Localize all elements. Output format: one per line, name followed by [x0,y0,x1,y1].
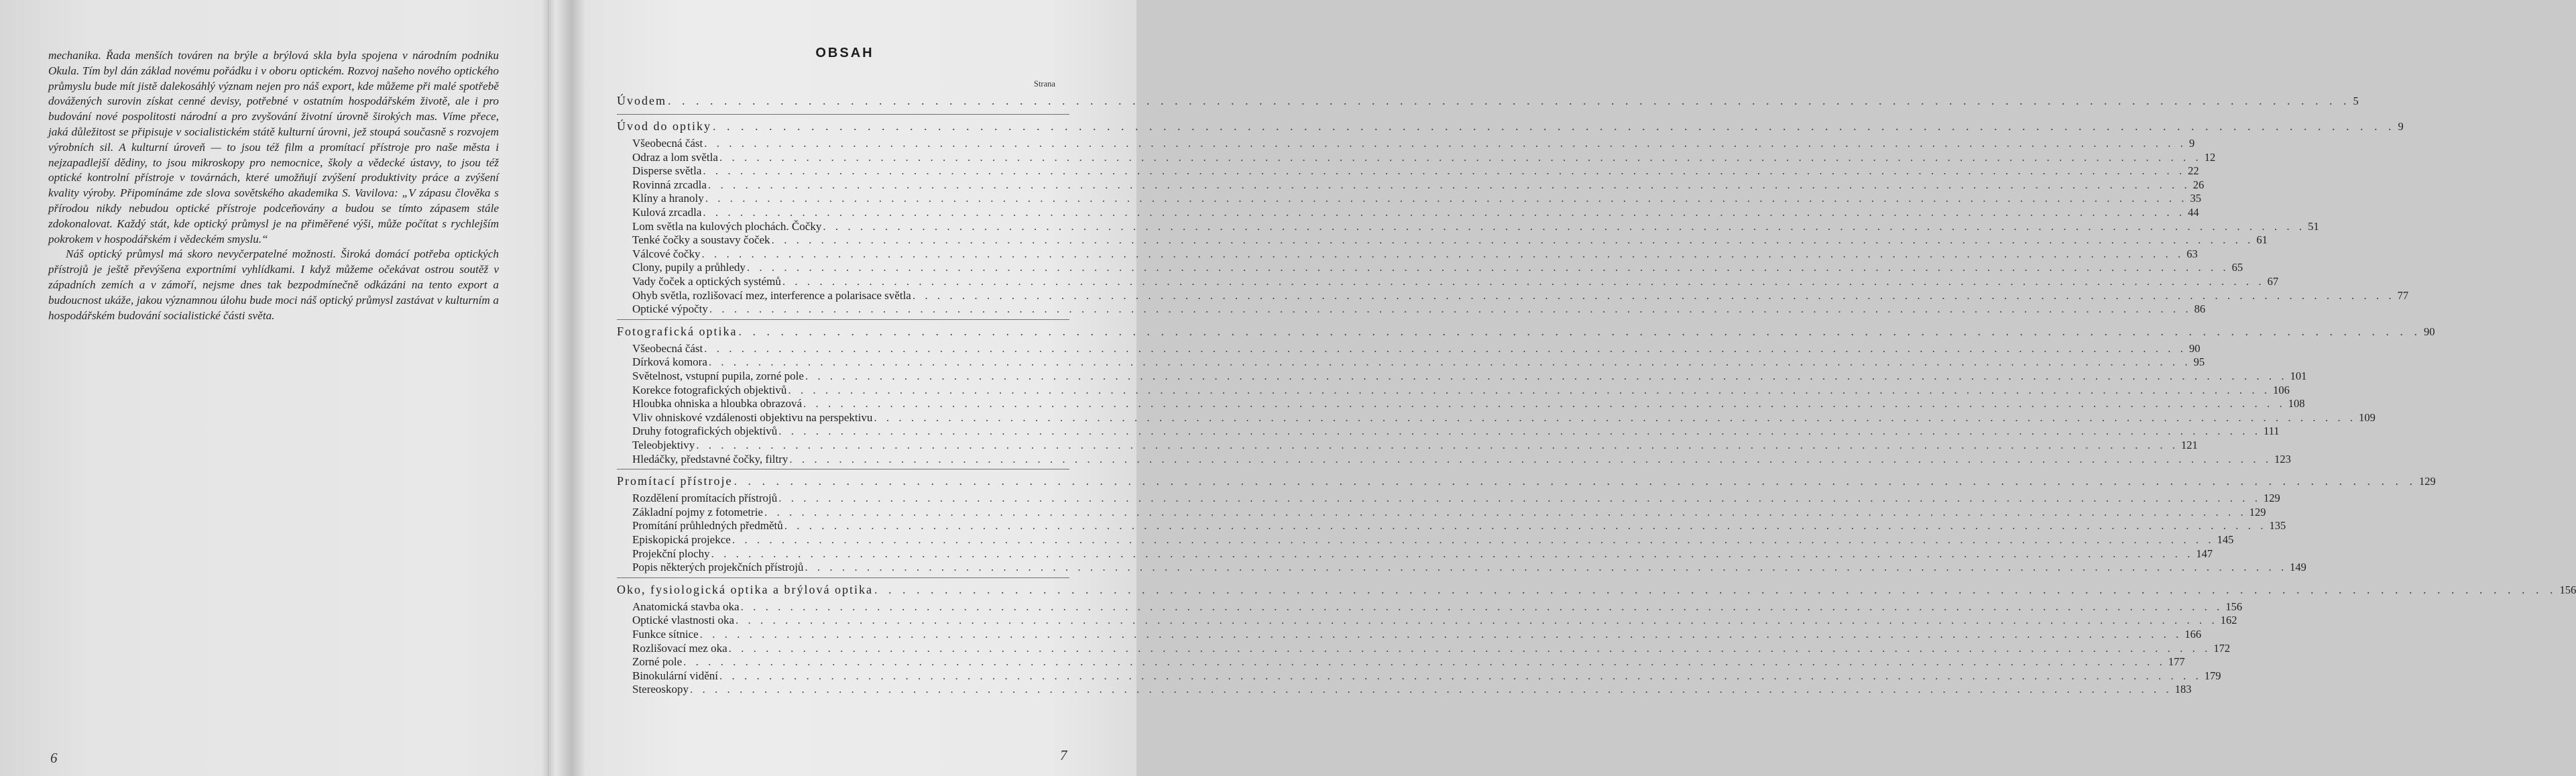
toc-section [632,178,2205,192]
toc-section [632,150,2216,164]
toc-section [632,219,2319,233]
toc-leader-dots: . . . . . . . . . . . . . . . . . . . . . . . . . . . . . . . . . . . . . . . . . . . . . . . . . . . . . . . . . . . . . . . . . . . . . . . . . . . . . . . . . . . . . . . . . . . . . . . . . . . . . . . . . . . . . . . . . . . . . . . . [823,219,2306,233]
toc-entry-label: Popis některých projekčních přístrojů [632,561,804,574]
toc-entry-page: 86 [2194,302,2206,316]
toc-leader-dots: . . . . . . . . . . . . . . . . . . . . . . . . . . . . . . . . . . . . . . . . . . . . . . . . . . . . . . . . . . . . . . . . . . . . . . . . . . . . . . . . . . . . . . . . . . . . . . . . . . . . . . . . . . . . . . . . . . . . . . . . [874,410,2357,424]
toc-leader-dots: . . . . . . . . . . . . . . . . . . . . . . . . . . . . . . . . . . . . . . . . . . . . . . . . . . . . . . . . . . . . . . . . . . . . . . . . . . . . . . . . . . . . . . . . . . . . . . . . . . . . . . . . . . . . . . . . . . . . . . . . [803,397,2286,410]
toc-entry-page: 183 [2174,683,2192,696]
toc-leader-dots: . . . . . . . . . . . . . . . . . . . . . . . . . . . . . . . . . . . . . . . . . . . . . . . . . . . . . . . . . . . . . . . . . . . . . . . . . . . . . . . . . . . . . . . . . . . . . . . . . . . . . . . . . . . . . . . . . . . . . . . . [778,425,2261,438]
toc-leader-dots: . . . . . . . . . . . . . . . . . . . . . . . . . . . . . . . . . . . . . . . . . . . . . . . . . . . . . . . . . . . . . . . . . . . . . . . . . . . . . . . . . . . . . . . . . . . . . . . . . . . . . . . . . . . . . . . . . . . . . . . . [719,669,2202,682]
paragraph-1: mechanika. Řada menších továren na brýle a brýlová skla byla spojena v národním podniku Okula. Tím byl dán základ novému pořádku i v oboru optickém. Rozvoj našeho nového optického průmyslu bude mít jistě dalekosáhlý význam nejen pro náš export, kde můžeme při malé spotřebě dovážených surovin získat cenné devisy, potřebné v ostatním hospodářském životě, ale i pro budování nové pospolitosti národní a pro zvyšování životní úrovně širokých mas. Víme přece, jaká důležitost se připisuje v socialistickém státě kulturní úrovni, jež stoupá současně s rozvojem výrobních sil. A kulturní úroveň — to jsou též film a promítací přístroje pro naše města i nejzapadlejší dědiny, to jsou mikroskopy pro nemocnice, školy a vědecké ústavy, to jsou též optické kontrolní přístroje v továrnách, které umožňují zvýšení produktivity práce a zvýšení kvality výroby. Připomínáme zde slova sovětského akademika S. Vavilova: „V zápasu člověka s přírodou nikdy nebudou optické přístroje podceňovány a budou se tímto zápasem stále zdokonalovat. Každý stát, kde optický průmysl je na přiměřené výši, může počítat s rychlejším pokrokem v hospodářském i vědeckém smyslu.“ [48,49,499,245]
toc-entry-page: 12 [2204,150,2216,164]
toc-leader-dots: . . . . . . . . . . . . . . . . . . . . . . . . . . . . . . . . . . . . . . . . . . . . . . . . . . . . . . . . . . . . . . . . . . . . . . . . . . . . . . . . . . . . . . . . . . . . . . . . . . . . . . . . . . . . . . . . . . . . . . . . [719,150,2202,164]
toc-entry-page: 108 [2288,397,2305,410]
toc-leader-dots: . . . . . . . . . . . . . . . . . . . . . . . . . . . . . . . . . . . . . . . . . . . . . . . . . . . . . . . . . . . . . . . . . . . . . . . . . . . . . . . . . . . . . . . . . . . . . . . . . . . . . . . . . . . . . . . . . . . . . . . . [912,288,2395,302]
toc-leader-dots: . . . . . . . . . . . . . . . . . . . . . . . . . . . . . . . . . . . . . . . . . . . . . . . . . . . . . . . . . . . . . . . . . . . . . . . . . . . . . . . . . . . . . . . . . . . . . . . . . . . . . . . . . . . . . . . . . . . . . . . . [701,247,2184,260]
toc-divider [617,577,1069,578]
toc-leader-dots: . . . . . . . . . . . . . . . . . . . . . . . . . . . . . . . . . . . . . . . . . . . . . . . . . . . . . . . . . . . . . . . . . . . . . . . . . . . . . . . . . . . . . . . . . . . . . . . . . . . . . . . . . . . . . . . . . . . . . . . . [708,355,2191,369]
toc-section [632,383,2290,397]
toc-section [632,302,2206,316]
toc-entry-page: 5 [2353,95,2359,107]
toc-entry-page: 63 [2186,247,2198,260]
toc-entry-page: 149 [2290,561,2306,574]
toc-section [632,683,2192,696]
toc-divider [617,319,1069,320]
toc-leader-dots: . . . . . . . . . . . . . . . . . . . . . . . . . . . . . . . . . . . . . . . . . . . . . . . . . . . . . . . . . . . . . . . . . . . . . . . . . . . . . . . . . . . . . . . . . . . . . . . . . . . . . . . . . . . . . . . . . . . . . . . . [703,206,2186,219]
toc-section [632,452,2291,466]
toc-entry-page: 61 [2256,233,2268,247]
toc-entry-label: Základní pojmy z fotometrie [632,505,763,518]
toc-leader-dots: . . . . . . . . . . . . . . . . . . . . . . . . . . . . . . . . . . . . . . . . . . . . . . . . . . . . . . . . . . . . . . . . . . . . . . . . . . . . . . . . . . . . . . . . . . . . . . . . . . . . . . . . . . . . . . . . . . . . . . . . [705,192,2188,205]
toc-entry-label: Ohyb světla, rozlišovací mez, interference a polarisace světla [632,288,911,302]
toc-entry-page: 90 [2189,341,2201,355]
left-page [0,0,546,776]
toc-entry-label: Korekce fotografických objektivů [632,383,787,396]
toc-entry-label: Všeobecná část [632,137,703,150]
toc-entry-label: Episkopická projekce [632,533,731,546]
body-text [48,48,499,323]
toc-leader-dots: . . . . . . . . . . . . . . . . . . . . . . . . . . . . . . . . . . . . . . . . . . . . . . . . . . . . . . . . . . . . . . . . . . . . . . . . . . . . . . . . . . . . . . . . . . . . . . . . . . . . . . . . . . . . . . . . . . . . . . . . [690,683,2172,696]
toc-section [632,641,2231,655]
toc-leader-dots: . . . . . . . . . . . . . . . . . . . . . . . . . . . . . . . . . . . . . . . . . . . . . . . . . . . . . . . . . . . . . . . . . . . . . . . . . . . . . . . . . . . . . . . . . . . . . . . . . . . . . . . . . . . . . . . . . . . . . . . . [736,614,2218,627]
toc-leader-dots: . . . . . . . . . . . . . . . . . . . . . . . . . . . . . . . . . . . . . . . . . . . . . . . . . . . . . . . . . . . . . . . . . . . . . . . . . . . . . . . . . . . . . . . . . . . . . . . . . . . . . . . . . . . . . . . . . . . . . . . . [746,261,2229,274]
toc-chapter [617,474,2436,488]
toc-entry-label: Hloubka ohniska a hloubka obrazová [632,397,803,410]
toc-leader-dots: . . . . . . . . . . . . . . . . . . . . . . . . . . . . . . . . . . . . . . . . . . . . . . . . . . . . . . . . . . . . . . . . . . . . . . . . . . . . . . . . . . . . . . . . . . . . . . . . . . . . . . . . . . . . . . . . . . . . . . . . [764,505,2247,518]
toc-entry-label: Úvodem [617,94,666,107]
toc-leader-dots: . . . . . . . . . . . . . . . . . . . . . . . . . . . . . . . . . . . . . . . . . . . . . . . . . . . . . . . . . . . . . . . . . . . . . . . . . . . . . . . . . . . . . . . . . . . . . . . . . . . . . . . . . . . . . . . . . . . . . . . . [711,547,2194,560]
toc-leader-dots: . . . . . . . . . . . . . . . . . . . . . . . . . . . . . . . . . . . . . . . . . . . . . . . . . . . . . . . . . . . . . . . . . . . . . . . . . . . . . . . . . . . . . . . . . . . . . . . . . . . . . . . . . . . . . . . . . . . . . . . . [740,600,2223,613]
toc-entry-label: Lom světla na kulových plochách. Čočky [632,219,822,233]
toc-entry-page: 22 [2188,164,2199,178]
toc-entry-label: Zorné pole [632,655,683,669]
toc-entry-label: Oko, fysiologická optika a brýlová optika [617,582,873,596]
toc-section [632,600,2243,614]
toc-section [632,505,2266,519]
toc-section [632,192,2201,205]
toc-section [632,370,2307,383]
toc-entry-label: Anatomická stavba oka [632,600,740,613]
toc-entry-label: Optické výpočty [632,302,708,316]
toc-entry-label: Úvod do optiky [617,119,712,133]
toc-leader-dots: . . . . . . . . . . . . . . . . . . . . . . . . . . . . . . . . . . . . . . . . . . . . . . . . . . . . . . . . . . . . . . . . . . . . . . . . . . . . . . . . . . . . . . . . . . . . . . . . . . . . . . . . . . . . . . . . . . . . . . . . [771,233,2254,247]
toc-section [632,669,2221,683]
toc-entry-page: 129 [2249,505,2266,518]
toc-chapter [617,94,2359,108]
toc-entry-label: Disperse světla [632,164,702,178]
toc-entry-label: Odraz a lom světla [632,150,718,164]
page-column-label: Strana [1034,79,1055,89]
toc-entry-page: 129 [2418,475,2436,488]
toc-entry-page: 172 [2213,641,2231,655]
toc-leader-dots: . . . . . . . . . . . . . . . . . . . . . . . . . . . . . . . . . . . . . . . . . . . . . . . . . . . . . . . . . . . . . . . . . . . . . . . . . . . . . . . . . . . . . . . . . . . . . . . . . . . . . . . . . . . . . . . . . . . . . . . . [728,641,2211,655]
toc-entry-page: 179 [2204,669,2221,682]
toc-leader-dots: . . . . . . . . . . . . . . . . . . . . . . . . . . . . . . . . . . . . . . . . . . . . . . . . . . . . . . . . . . . . . . . . . . . . . . . . . . . . . . . . . . . . . . . . . . . . . . . . . . . . . . . . . . . . . . . . . . . . . . . . [788,383,2271,396]
toc-entry-page: 162 [2220,614,2237,627]
toc-entry-label: Promítací přístroje [617,474,733,488]
toc-entry-page: 111 [2263,425,2280,438]
toc-entry-label: Druhy fotografických objektivů [632,425,778,438]
toc-leader-dots: . . . . . . . . . . . . . . . . . . . . . . . . . . . . . . . . . . . . . . . . . . . . . . . . . . . . . . . . . . . . . . . . . . . . . . . . . . . . . . . . . . . . . . . . . . . . . . . . . . . . . . . . . . . . . . . . . . . . . . . . [704,341,2187,355]
toc-entry-label: Válcové čočky [632,247,701,260]
right-page [553,0,2576,776]
toc-entry-page: 101 [2290,370,2307,382]
toc-section [632,247,2198,261]
toc-leader-dots: . . . . . . . . . . . . . . . . . . . . . . . . . . . . . . . . . . . . . . . . . . . . . . . . . . . . . . . . . . . . . . . . . . . . . . . . . . . . . . . . . . . . . . . . . . . . . . . . . . . . . . . . . . . . . . . . . . . . . . . . [782,275,2265,288]
toc-section [632,492,2280,505]
toc-section [632,275,2279,288]
toc-chapter [617,324,2435,339]
toc-entry-page: 26 [2192,178,2205,191]
toc-entry-label: Světelnost, vstupní pupila, zorné pole [632,370,804,382]
toc-section [632,655,2185,669]
toc-section [632,355,2205,369]
toc-section [632,206,2199,219]
toc-entry-page: 129 [2263,492,2280,505]
toc-chapter [617,119,2404,133]
toc-entry-page: 65 [2231,261,2243,274]
toc-entry-label: Rovinná zrcadla [632,178,707,191]
toc-entry-page: 9 [2398,120,2404,133]
toc-section [632,137,2195,150]
toc-entry-label: Klíny a hranoly [632,192,704,205]
toc-section [632,288,2409,302]
toc-leader-dots: . . . . . . . . . . . . . . . . . . . . . . . . . . . . . . . . . . . . . . . . . . . . . . . . . . . . . . . . . . . . . . . . . . . . . . . . . . . . . . . . . . . . . . . . . . . . . . . . . . . . . . . . . . . . . . . . . . . . . . . . [704,137,2187,150]
toc-entry-label: Fotografická optika [617,324,738,338]
toc-entry-page: 166 [2184,628,2202,641]
toc-leader-dots: . . . . . . . . . . . . . . . . . . . . . . . . . . . . . . . . . . . . . . . . . . . . . . . . . . . . . . . . . . . . . . . . . . . . . . . . . . . . . . . . . . . . . . . . . . . . . . . . . . . . . . . . . . . . . . . . . . . . . . . . [683,655,2166,669]
toc-entry-label: Teleobjektivy [632,439,695,451]
toc-entry-page: 109 [2359,410,2376,424]
toc-entry-label: Tenké čočky a soustavy čoček [632,233,770,247]
toc-entry-label: Stereoskopy [632,683,689,696]
toc-entry-page: 106 [2273,383,2290,396]
toc-entry-page: 156 [2225,600,2243,613]
toc-section [632,233,2268,247]
toc-leader-dots: . . . . . . . . . . . . . . . . . . . . . . . . . . . . . . . . . . . . . . . . . . . . . . . . . . . . . . . . . . . . . . . . . . . . . . . . . . . . . . . . . . . . . . . . . . . . . . . . . . . . . . . . . . . . . . . . . . . . . . . . [789,452,2272,465]
toc-section [632,519,2286,533]
toc-title: OBSAH [815,46,874,60]
toc-entry-page: 121 [2180,439,2198,451]
toc-entry-page: 177 [2168,655,2185,669]
toc-entry-label: Clony, pupily a průhledy [632,261,746,274]
toc-section [632,164,2199,178]
toc-leader-dots: . . . . . . . . . . . . . . . . . . . . . . . . . . . . . . . . . . . . . . . . . . . . . . . . . . . . . . . . . . . . . . . . . . . . . . . . . . . . . . . . . . . . . . . . . . . . . . . . . . . . . . . . . . . . . . . . . . . . . . . . [709,302,2192,316]
toc-entry-page: 123 [2274,452,2291,465]
toc-section [632,533,2234,547]
toc-section [632,397,2305,410]
paragraph-2: Náš optický průmysl má skoro nevyčerpatelné možnosti. Široká domácí potřeba optických přístrojů je ještě převýšena exportními vyhlídkami. I když můžeme očekávat ostrou soutěž v západních zemích a v zámoří, nejsme dnes tak bezpodmínečně odkázáni na tento export a budoucnost ukáže, jakou významnou úlohu bude moci náš optický průmysl zastávat v kulturním a hospodářském budování socialistické části světa. [48,247,499,322]
toc-entry-page: 67 [2267,275,2279,288]
toc-entry-label: Vady čoček a optických systémů [632,275,781,288]
toc-section [632,261,2243,274]
toc-entry-label: Promítání průhledných předmětů [632,519,783,533]
toc-entry-page: 156 [2559,583,2576,596]
toc-entry-label: Všeobecná část [632,341,703,355]
toc-leader-dots: . . . . . . . . . . . . . . . . . . . . . . . . . . . . . . . . . . . . . . . . . . . . . . . . . . . . . . . . . . . . . . . . . . . . . . . . . . . . . . . . . . . . . . . . . . . . . . . . . . . . . . . . . . . . . . . . . . . . . . . . [805,561,2288,574]
toc-entry-label: Rozlišovací mez oka [632,641,727,655]
toc-leader-dots: . . . . . . . . . . . . . . . . . . . . . . . . . . . . . . . . . . . . . . . . . . . . . . . . . . . . . . . . . . . . . . . . . . . . . . . . . . . . . . . . . . . . . . . . . . . . . . . . . . . . . . . . . . . . . . . . . . . . . . . . [707,178,2190,191]
toc-section [632,628,2202,641]
toc-entry-label: Kulová zrcadla [632,206,702,219]
toc-section [632,561,2306,574]
toc-leader-dots: . . . . . . . . . . . . . . . . . . . . . . . . . . . . . . . . . . . . . . . . . . . . . . . . . . . . . . . . . . . . . . . . . . . . . . . . . . . . . . . . . . . . . . . . . . . . . . . . . . . . . . . . . . . . . . . . . . . . . . . . [805,370,2288,382]
toc-entry-label: Dírková komora [632,355,707,369]
toc-entry-label: Rozdělení promítacích přístrojů [632,492,778,505]
toc-section [632,614,2237,627]
toc-entry-page: 95 [2193,355,2205,369]
toc-leader-dots: . . . . . . . . . . . . . . . . . . . . . . . . . . . . . . . . . . . . . . . . . . . . . . . . . . . . . . . . . . . . . . . . . . . . . . . . . . . . . . . . . . . . . . . . . . . . . . . . . . . . . . . . . . . . . . . . . . . . . . . . [734,474,2416,488]
toc-entry-label: Binokulární vidění [632,669,718,682]
toc-section [632,425,2280,438]
toc-leader-dots: . . . . . . . . . . . . . . . . . . . . . . . . . . . . . . . . . . . . . . . . . . . . . . . . . . . . . . . . . . . . . . . . . . . . . . . . . . . . . . . . . . . . . . . . . . . . . . . . . . . . . . . . . . . . . . . . . . . . . . . . [778,492,2261,505]
toc-entry-label: Vliv ohniskové vzdálenosti objektivu na perspektivu [632,410,873,424]
toc-leader-dots: . . . . . . . . . . . . . . . . . . . . . . . . . . . . . . . . . . . . . . . . . . . . . . . . . . . . . . . . . . . . . . . . . . . . . . . . . . . . . . . . . . . . . . . . . . . . . . . . . . . . . . . . . . . . . . . . . . . . . . . . [784,519,2267,533]
toc-entry-page: 35 [2190,192,2201,205]
toc-leader-dots: . . . . . . . . . . . . . . . . . . . . . . . . . . . . . . . . . . . . . . . . . . . . . . . . . . . . . . . . . . . . . . . . . . . . . . . . . . . . . . . . . . . . . . . . . . . . . . . . . . . . . . . . . . . . . . . . . . . . . . . . [738,324,2421,338]
toc-leader-dots: . . . . . . . . . . . . . . . . . . . . . . . . . . . . . . . . . . . . . . . . . . . . . . . . . . . . . . . . . . . . . . . . . . . . . . . . . . . . . . . . . . . . . . . . . . . . . . . . . . . . . . . . . . . . . . . . . . . . . . . . [703,164,2186,178]
toc-entry-page: 147 [2196,547,2213,560]
toc-chapter [617,582,2576,597]
toc-leader-dots: . . . . . . . . . . . . . . . . . . . . . . . . . . . . . . . . . . . . . . . . . . . . . . . . . . . . . . . . . . . . . . . . . . . . . . . . . . . . . . . . . . . . . . . . . . . . . . . . . . . . . . . . . . . . . . . . . . . . . . . . [696,439,2178,451]
toc-leader-dots: . . . . . . . . . . . . . . . . . . . . . . . . . . . . . . . . . . . . . . . . . . . . . . . . . . . . . . . . . . . . . . . . . . . . . . . . . . . . . . . . . . . . . . . . . . . . . . . . . . . . . . . . . . . . . . . . . . . . . . . . [731,533,2215,546]
toc-entry-page: 145 [2217,533,2234,546]
toc-section [632,547,2213,561]
toc-leader-dots: . . . . . . . . . . . . . . . . . . . . . . . . . . . . . . . . . . . . . . . . . . . . . . . . . . . . . . . . . . . . . . . . . . . . . . . . . . . . . . . . . . . . . . . . . . . . . . . . . . . . . . . . . . . . . . . . . . . . . . . . [713,119,2396,133]
toc-entry-page: 9 [2189,137,2195,150]
toc-leader-dots: . . . . . . . . . . . . . . . . . . . . . . . . . . . . . . . . . . . . . . . . . . . . . . . . . . . . . . . . . . . . . . . . . . . . . . . . . . . . . . . . . . . . . . . . . . . . . . . . . . . . . . . . . . . . . . . . . . . . . . . . [874,582,2557,596]
toc-divider [617,114,1069,115]
toc-entry-page: 77 [2397,288,2409,302]
toc-leader-dots: . . . . . . . . . . . . . . . . . . . . . . . . . . . . . . . . . . . . . . . . . . . . . . . . . . . . . . . . . . . . . . . . . . . . . . . . . . . . . . . . . . . . . . . . . . . . . . . . . . . . . . . . . . . . . . . . . . . . . . . . [699,628,2182,641]
toc-entry-label: Funkce sítnice [632,628,699,641]
toc-entry-label: Optické vlastnosti oka [632,614,735,627]
table-of-contents [553,0,2576,776]
toc-entry-page: 51 [2308,219,2319,233]
toc-entry-label: Projekční plochy [632,547,710,560]
right-page-number: 7 [1060,747,1067,763]
toc-entry-page: 90 [2423,325,2435,338]
left-page-number: 6 [50,750,58,766]
toc-entry-page: 44 [2188,206,2199,219]
toc-entry-page: 135 [2269,519,2286,533]
toc-section [632,439,2198,452]
toc-entry-label: Hledáčky, představné čočky, filtry [632,452,788,465]
toc-leader-dots: . . . . . . . . . . . . . . . . . . . . . . . . . . . . . . . . . . . . . . . . . . . . . . . . . . . . . . . . . . . . . . . . . . . . . . . . . . . . . . . . . . . . . . . . . . . . . . . . . . . . . . . . . . . . . . . . . . . . . . . . [668,94,2351,107]
toc-section [632,341,2201,355]
toc-section [632,410,2376,425]
